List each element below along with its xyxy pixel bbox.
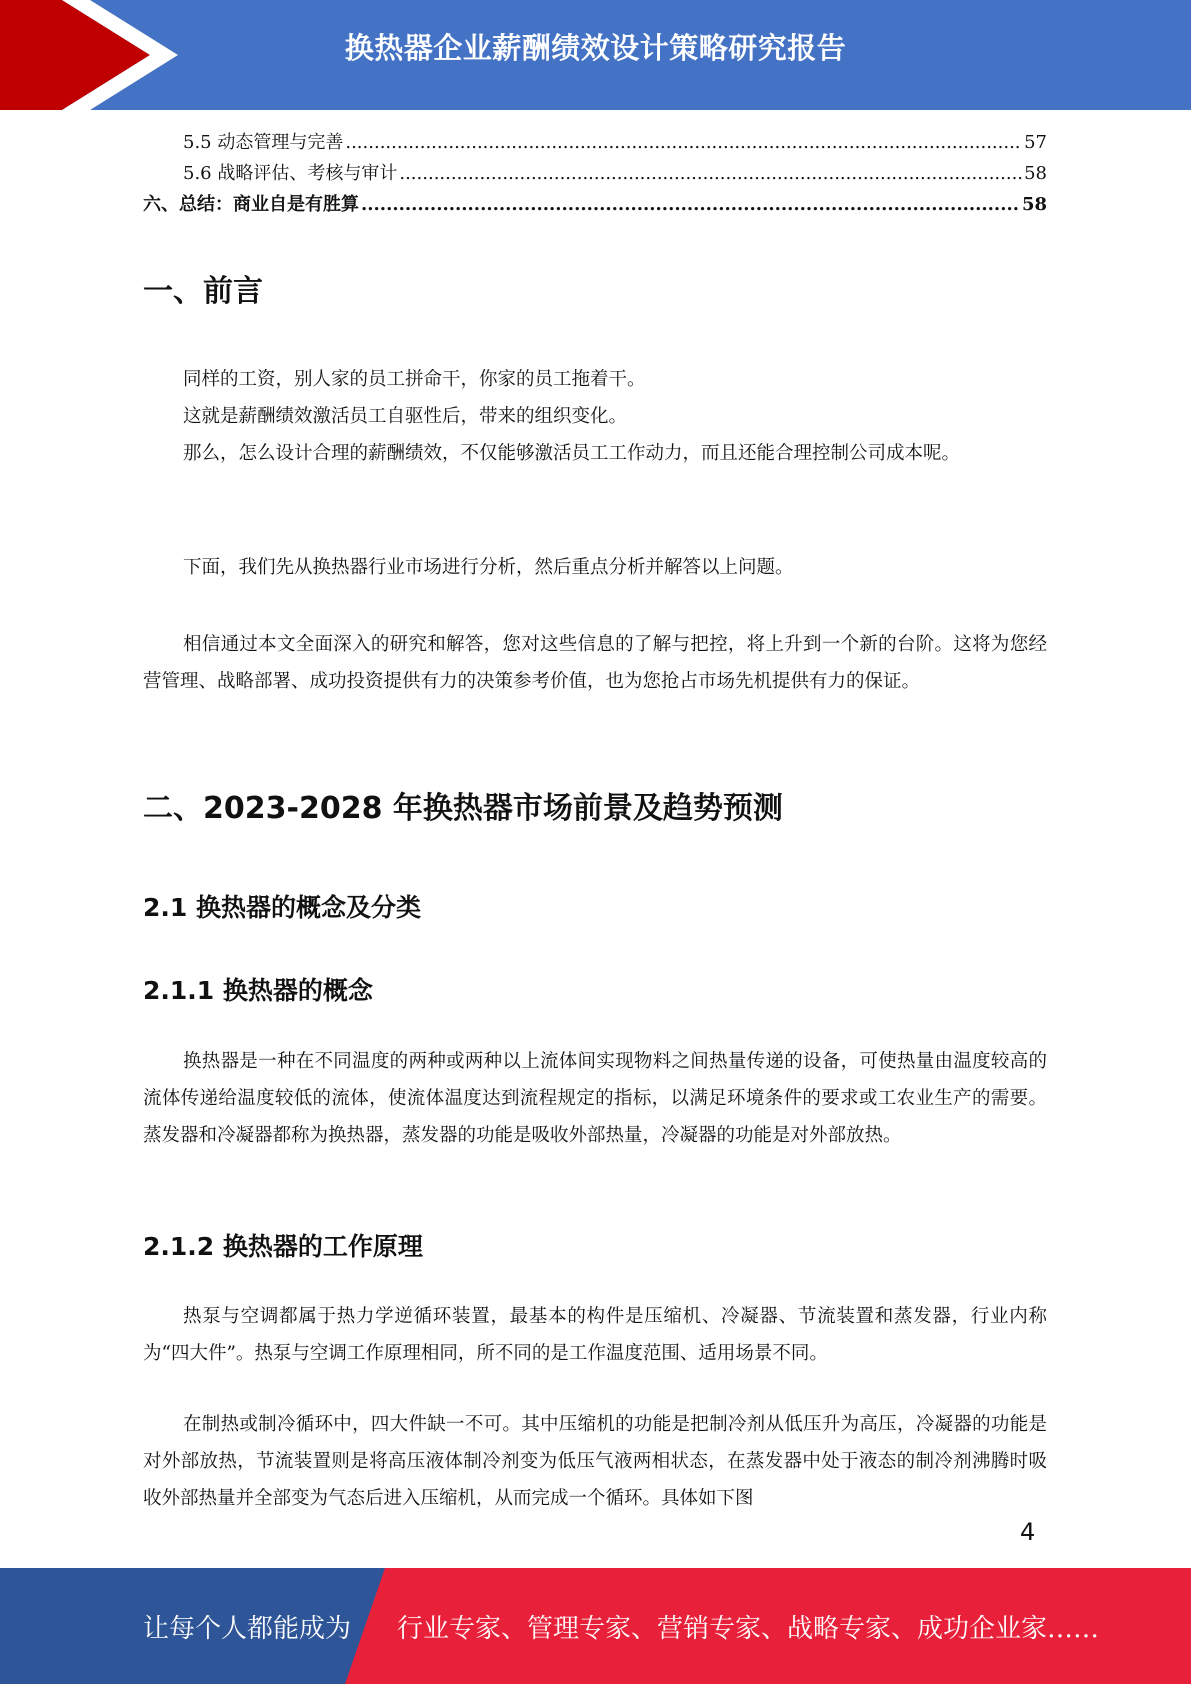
toc-leader-dots (399, 162, 1022, 186)
paragraph: 这就是薪酬绩效激活员工自驱性后，带来的组织变化。 (183, 406, 628, 427)
paragraph: 换热器是一种在不同温度的两种或两种以上流体间实现物料之间热量传递的设备，可使热量由温度较高的流体传递给温度较低的流体，使流体温度达到流程规定的指标，以满足环境条件的要求或工农业生产的需要。蒸发器和冷凝器都称为换热器，蒸发器的功能是吸收外部热量，冷凝器的功能是对外部放热。 (143, 1051, 1047, 1146)
toc-entry-label: 5.6 战略评估、考核与审计 (183, 163, 398, 184)
paragraph: 热泵与空调都属于热力学逆循环装置，最基本的构件是压缩机、冷凝器、节流装置和蒸发器，行业内称为“四大件”。热泵与空调工作原理相同，所不同的是工作温度范围、适用场景不同。 (143, 1306, 1047, 1364)
toc-entry[interactable] (183, 131, 1047, 155)
paragraph: 那么，怎么设计合理的薪酬绩效，不仅能够激活员工工作动力，而且还能合理控制公司成本呢。 (183, 443, 961, 464)
paragraph: 下面，我们先从换热器行业市场进行分析，然后重点分析并解答以上问题。 (183, 557, 794, 578)
section-heading: 二、2023-2028 年换热器市场前景及趋势预测 (143, 791, 783, 826)
toc-leader-dots (345, 131, 1022, 155)
page-number: 4 (1020, 1518, 1036, 1546)
footer-slogan-right: 行业专家、管理专家、营销专家、战略专家、成功企业家…… (397, 1614, 1100, 1644)
toc-entry-page: 57 (1024, 132, 1047, 153)
toc-entry-label: 六、总结：商业自是有胜算 (143, 194, 359, 215)
toc-leader-dots (361, 193, 1020, 217)
footer-slogan-left: 让每个人都能成为 (143, 1614, 352, 1644)
paragraph: 相信通过本文全面深入的研究和解答，您对这些信息的了解与把控，将上升到一个新的台阶。这将为您经营管理、战略部署、成功投资提供有力的决策参考价值，也为您抢占市场先机提供有力的保证。 (143, 634, 1047, 692)
toc-entry-page: 58 (1024, 163, 1047, 184)
paragraph: 在制热或制冷循环中，四大件缺一不可。其中压缩机的功能是把制冷剂从低压升为高压，冷凝器的功能是对外部放热，节流装置则是将高压液体制冷剂变为低压气液两相状态，在蒸发器中处于液态的制冷剂沸腾时吸收外部热量并全部变为气态后进入压缩机，从而完成一个循环。具体如下图 (143, 1414, 1047, 1509)
page-header (0, 0, 1191, 110)
subsection-heading: 2.1.2 换热器的工作原理 (143, 1232, 423, 1261)
toc-entry[interactable] (143, 193, 1047, 217)
subsection-heading: 2.1 换热器的概念及分类 (143, 893, 421, 922)
subsection-heading: 2.1.1 换热器的概念 (143, 976, 373, 1005)
paragraph: 同样的工资，别人家的员工拼命干，你家的员工拖着干。 (183, 369, 646, 390)
toc-entry-label: 5.5 动态管理与完善 (183, 132, 344, 153)
toc-entry-page: 58 (1021, 194, 1047, 215)
toc-entry[interactable] (183, 162, 1047, 186)
header-title: 换热器企业薪酬绩效设计策略研究报告 (344, 31, 847, 65)
page-footer (0, 1568, 1191, 1684)
section-heading: 一、前言 (143, 274, 263, 309)
